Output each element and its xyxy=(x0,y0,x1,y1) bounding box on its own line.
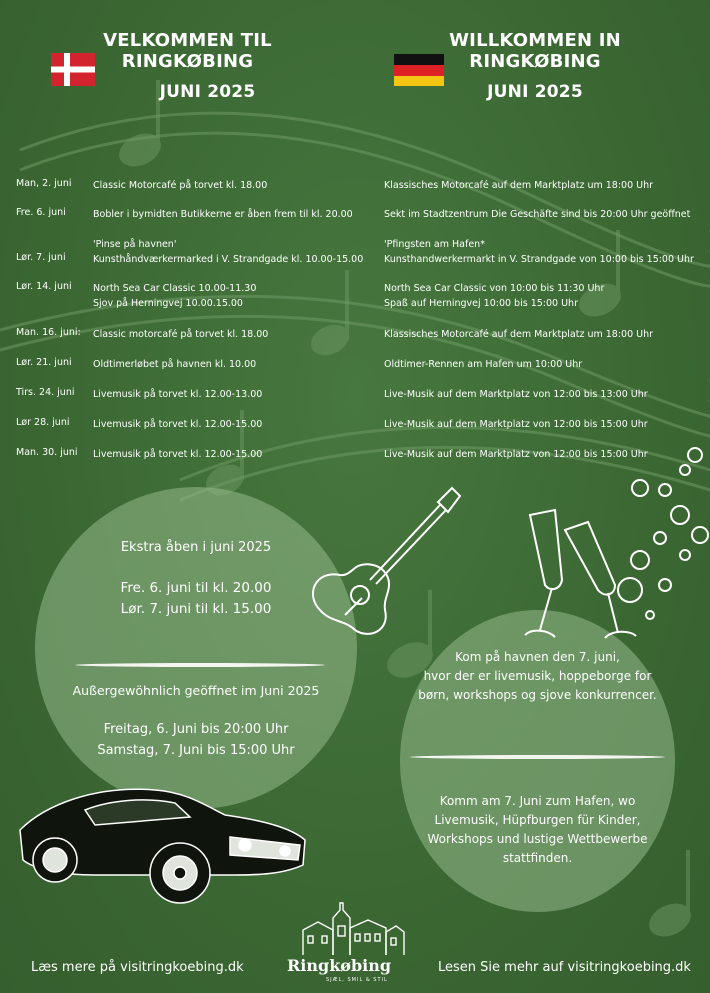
schedule-dk: 'Pinse på havnen' Kunsthåndværkermarked i V. Strandgade kl. 10.00-15.00 xyxy=(93,239,364,265)
extra-open-date-dk-2: Lør. 7. juni til kl. 15.00 xyxy=(120,601,272,617)
schedule-de: Live-Musik auf dem Marktplatz von 12:00 bis 15:00 Uhr xyxy=(384,449,648,460)
schedule-de: Sekt im Stadtzentrum Die Geschäfte sind bis 20:00 Uhr geöffnet xyxy=(384,209,691,220)
extra-open-date-dk-1: Fre. 6. juni til kl. 20.00 xyxy=(120,580,272,596)
schedule-date: Man. 30. juni xyxy=(16,447,78,458)
harbour-text-de-4: stattfinden. xyxy=(502,851,573,865)
divider xyxy=(410,755,665,759)
harbour-text-dk-2: hvor der er livemusik, hoppeborge for xyxy=(423,669,652,683)
schedule-de: Live-Musik auf dem Marktplatz von 12:00 bis 13:00 Uhr xyxy=(384,389,648,400)
champagne-glasses-icon xyxy=(500,430,710,650)
harbour-text-de-2: Livemusik, Hüpfburgen für Kinder, xyxy=(434,813,641,827)
extra-open-heading-dk: Ekstra åben i juni 2025 xyxy=(120,540,272,555)
schedule-dk: Bobler i bymidten Butikkerne er åben frem til kl. 20.00 xyxy=(93,209,353,220)
schedule-date: Man, 2. juni xyxy=(16,178,72,189)
danish-flag-icon xyxy=(51,53,95,86)
harbour-text-de-1: Komm am 7. Juni zum Hafen, wo xyxy=(439,794,636,808)
schedule-date: Tirs. 24. juni xyxy=(16,387,75,398)
subtitle-de: JUNI 2025 xyxy=(487,82,583,102)
harbour-event-circle xyxy=(400,610,675,912)
schedule-dk: Livemusik på torvet kl. 12.00-15.00 xyxy=(93,449,263,460)
schedule-dk: Classic motorcafé på torvet kl. 18.00 xyxy=(93,329,269,340)
schedule-de: Klassisches Motorcafé auf dem Marktplatz um 18:00 Uhr xyxy=(384,180,654,191)
guitar-icon xyxy=(300,480,480,650)
subtitle-dk: JUNI 2025 xyxy=(159,82,256,102)
classic-car-icon xyxy=(15,775,315,910)
schedule-date: Lør. 7. juni xyxy=(16,252,66,263)
footer-link-dk[interactable]: Læs mere på visitringkoebing.dk xyxy=(31,960,244,975)
schedule-date: Man. 16. juni: xyxy=(16,327,81,338)
schedule-de: 'Pfingsten am Hafen* Kunsthandwerkermarkt in V. Strandgade von 10:00 bis 15:00 Uhr xyxy=(384,239,694,265)
schedule-de: Klassisches Motorcafé auf dem Marktplatz um 18:00 Uhr xyxy=(384,329,654,340)
title-dk: VELKOMMEN TIL RINGKØBING xyxy=(103,30,272,72)
schedule-de: Live-Musik auf dem Marktplatz von 12:00 bis 15:00 Uhr xyxy=(384,419,648,430)
extra-open-heading-de: Außergewöhnlich geöffnet im Juni 2025 xyxy=(72,683,320,698)
extra-open-date-de-2: Samstag, 7. Juni bis 15:00 Uhr xyxy=(97,743,295,758)
german-flag-icon xyxy=(394,54,444,86)
title-de: WILLKOMMEN IN RINGKØBING xyxy=(449,30,621,72)
schedule-de: North Sea Car Classic von 10:00 bis 11:30 Uhr Spaß auf Herningvej 10:00 bis 15:00 Uhr xyxy=(384,283,605,309)
footer-link-de[interactable]: Lesen Sie mehr auf visitringkoebing.dk xyxy=(438,960,691,975)
logo-name: Ringkøbing xyxy=(287,956,392,975)
logo-tagline: SJÆL, SMIL & STIL xyxy=(326,977,388,983)
divider xyxy=(75,663,325,667)
schedule-dk: Oldtimerløbet på havnen kl. 10.00 xyxy=(93,359,257,370)
harbour-text-de-3: Workshops und lustige Wettbewerbe xyxy=(427,832,648,846)
schedule-date: Lør 28. juni xyxy=(16,417,70,428)
harbour-text-dk-1: Kom på havnen den 7. juni, xyxy=(455,650,620,664)
schedule-dk: Livemusik på torvet kl. 12.00-13.00 xyxy=(93,389,263,400)
schedule-date: Lør. 21. juni xyxy=(16,357,72,368)
harbour-text-dk-3: børn, workshops og sjove konkurrencer. xyxy=(418,688,657,702)
schedule-dk: North Sea Car Classic 10.00-11.30 Sjov på Herningvej 10.00.15.00 xyxy=(93,283,257,309)
schedule-date: Lør. 14. juni xyxy=(16,281,72,292)
schedule-dk: Livemusik på torvet kl. 12.00-15.00 xyxy=(93,419,263,430)
schedule-de: Oldtimer-Rennen am Hafen um 10:00 Uhr xyxy=(384,359,583,370)
schedule-dk: Classic Motorcafé på torvet kl. 18.00 xyxy=(93,180,268,191)
schedule-date: Fre. 6. juni xyxy=(16,207,66,218)
extra-open-date-de-1: Freitag, 6. Juni bis 20:00 Uhr xyxy=(103,722,289,737)
ringkobing-town-logo-icon xyxy=(298,900,408,956)
